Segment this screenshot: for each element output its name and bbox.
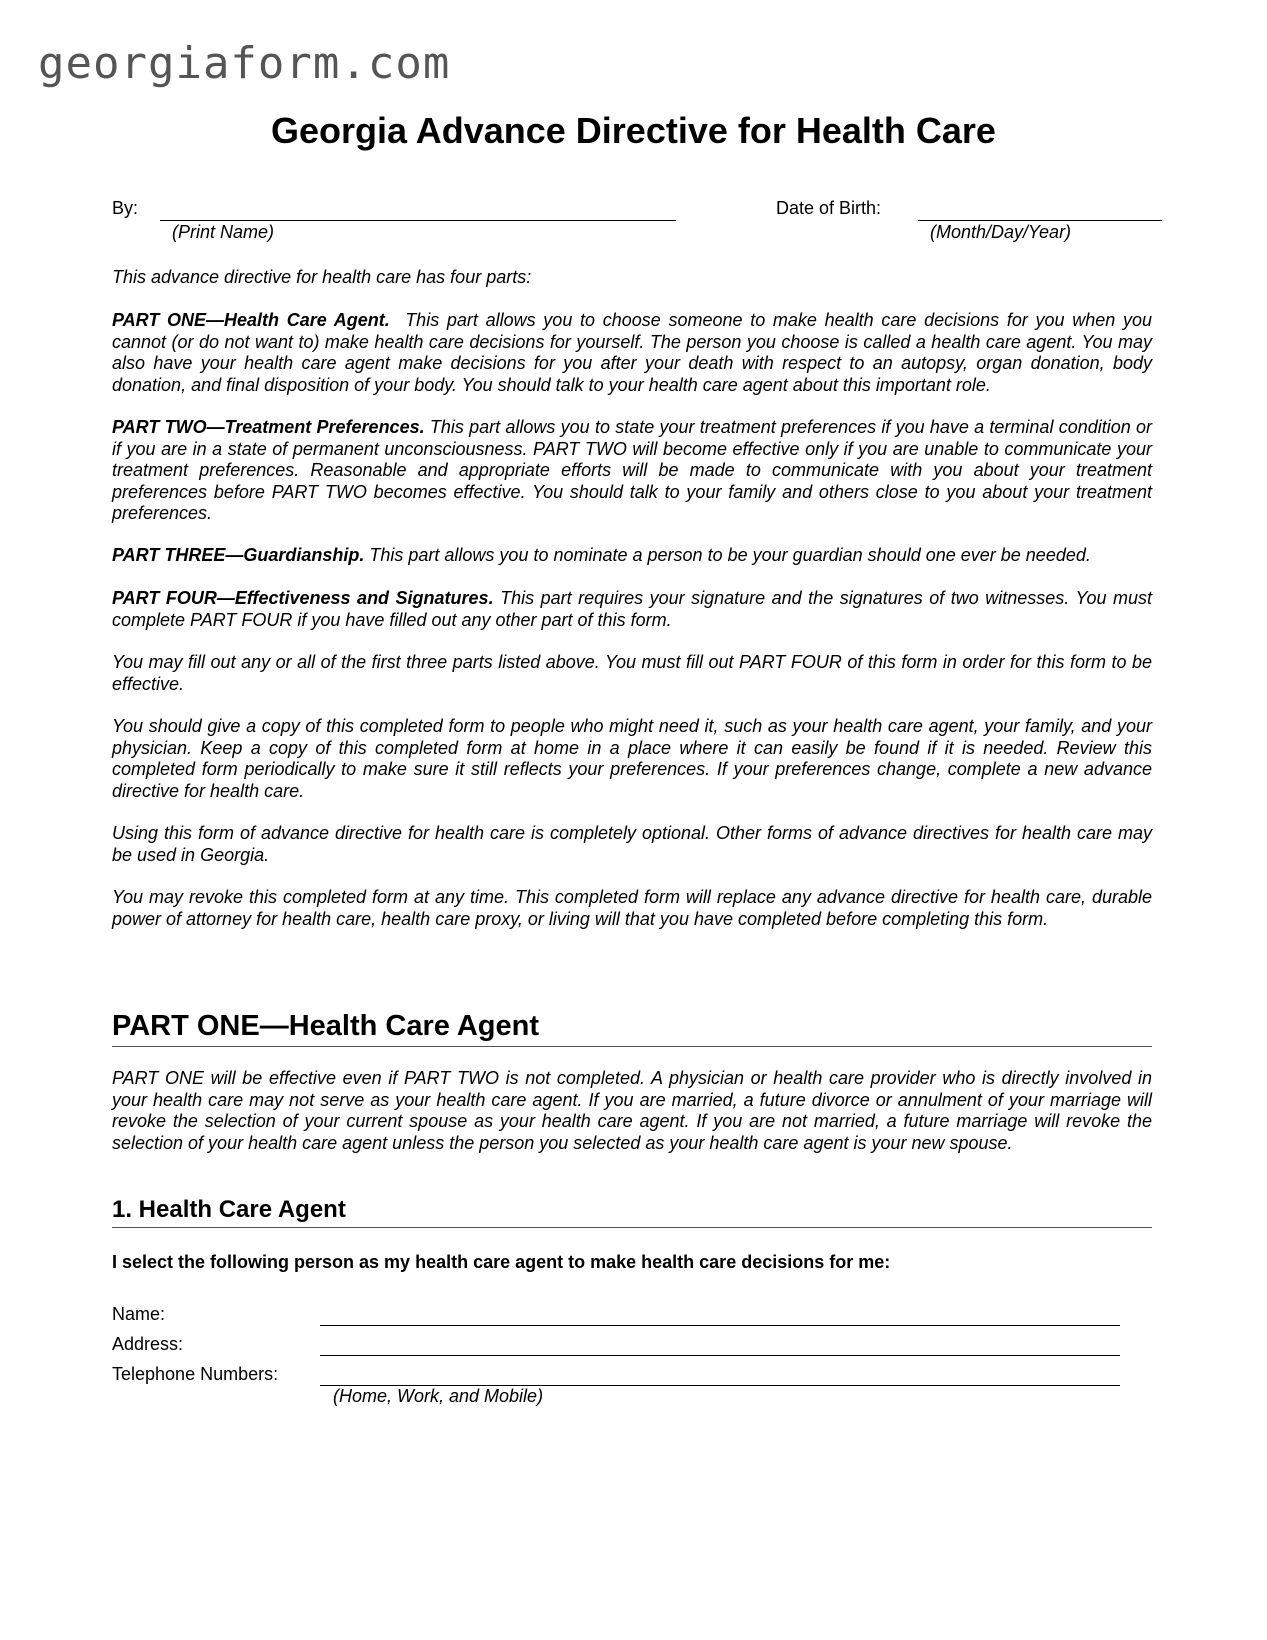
agent-name-label: Name: bbox=[112, 1304, 166, 1324]
part-three-summary-head: PART THREE—Guardianship. bbox=[112, 545, 365, 565]
fill-out-paragraph: You may fill out any or all of the first three parts listed above. You must fill out PART FOUR of this form in order for this form to be effective. bbox=[112, 652, 1152, 694]
dob-caption: (Month/Day/Year) bbox=[930, 222, 1072, 242]
part-two-summary-head: PART TWO—Treatment Preferences. bbox=[112, 417, 425, 437]
part-three-summary-text: This part allows you to nominate a person to be your guardian should one ever be needed. bbox=[369, 545, 1091, 565]
intro-lead: This advance directive for health care has four parts: bbox=[112, 267, 532, 287]
part-one-summary-text: This part allows you to choose someone to make health care decisions for you when you cannot (or do not want to) make health care decisions for yourself. The person you choose is called a health care agent. You may also have your health care agent make decisions for you after your death with respect to an autopsy, organ donation, body donation, and final disposition of your body. You should talk to your health care agent about this important role. bbox=[112, 310, 1152, 395]
by-label: By: bbox=[112, 198, 139, 218]
dob-field[interactable] bbox=[918, 220, 1162, 221]
part-one-heading: PART ONE—Health Care Agent bbox=[112, 1010, 1152, 1047]
part-one-paragraph: PART ONE will be effective even if PART TWO is not completed. A physician or health care provider who is directly involved in your health care may not serve as your health care agent. If you are married, a future divorce or annulment of your marriage will revoke the selection of your current spouse as your health care agent. If you are not married, a future marriage will revoke the selection of your health care agent unless the person you selected as your health care agent is your new spouse. bbox=[112, 1068, 1152, 1153]
part-four-summary-head: PART FOUR—Effectiveness and Signatures. bbox=[112, 588, 494, 608]
agent-name-field[interactable] bbox=[320, 1325, 1120, 1326]
agent-phone-label: Telephone Numbers: bbox=[112, 1364, 279, 1384]
agent-address-field[interactable] bbox=[320, 1355, 1120, 1356]
revoke-paragraph: You may revoke this completed form at any time. This completed form will replace any advance directive for health care, durable power of attorney for health care, health care proxy, or living will that you have completed before completing this form. bbox=[112, 887, 1152, 929]
print-name-field[interactable] bbox=[160, 220, 676, 221]
agent-address-label: Address: bbox=[112, 1334, 184, 1354]
agent-instruction: I select the following person as my health care agent to make health care decisions for me: bbox=[112, 1252, 891, 1272]
part-two-summary-text: This part allows you to state your treatment preferences if you have a terminal condition or if you are in a state of permanent unconsciousness. PART TWO will become effective only if you are unable to communicate your treatment preferences. Reasonable and appropriate efforts will be made to communicate with you about your treatment preferences before PART TWO becomes effective. You should talk to your family and others close to you about your treatment preferences. bbox=[112, 417, 1153, 523]
part-one-summary-head: PART ONE—Health Care Agent. bbox=[112, 310, 390, 330]
part-two-summary bbox=[112, 417, 1152, 525]
watermark: georgiaform.com bbox=[38, 38, 451, 89]
part-four-summary-text: This part requires your signature and the signatures of two witnesses. You must complete PART FOUR if you have filled out any other part of this form. bbox=[112, 588, 1152, 630]
part-three-summary bbox=[112, 545, 1152, 567]
page-title: Georgia Advance Directive for Health Care bbox=[271, 110, 996, 151]
dob-label: Date of Birth: bbox=[776, 198, 882, 218]
optional-paragraph: Using this form of advance directive for health care is completely optional. Other forms of advance directives for health care may be used in Georgia. bbox=[112, 823, 1152, 865]
part-four-summary bbox=[112, 588, 1152, 631]
agent-phone-caption: (Home, Work, and Mobile) bbox=[333, 1386, 544, 1406]
print-name-caption: (Print Name) bbox=[172, 222, 275, 242]
part-one-summary bbox=[112, 310, 1152, 396]
section-1-heading: 1. Health Care Agent bbox=[112, 1196, 1152, 1228]
copy-paragraph: You should give a copy of this completed form to people who might need it, such as your health care agent, your family, and your physician. Keep a copy of this completed form at home in a place where it can easily be found if it is needed. Review this completed form periodically to make sure it still reflects your preferences. If your preferences change, complete a new advance directive for health care. bbox=[112, 716, 1152, 801]
